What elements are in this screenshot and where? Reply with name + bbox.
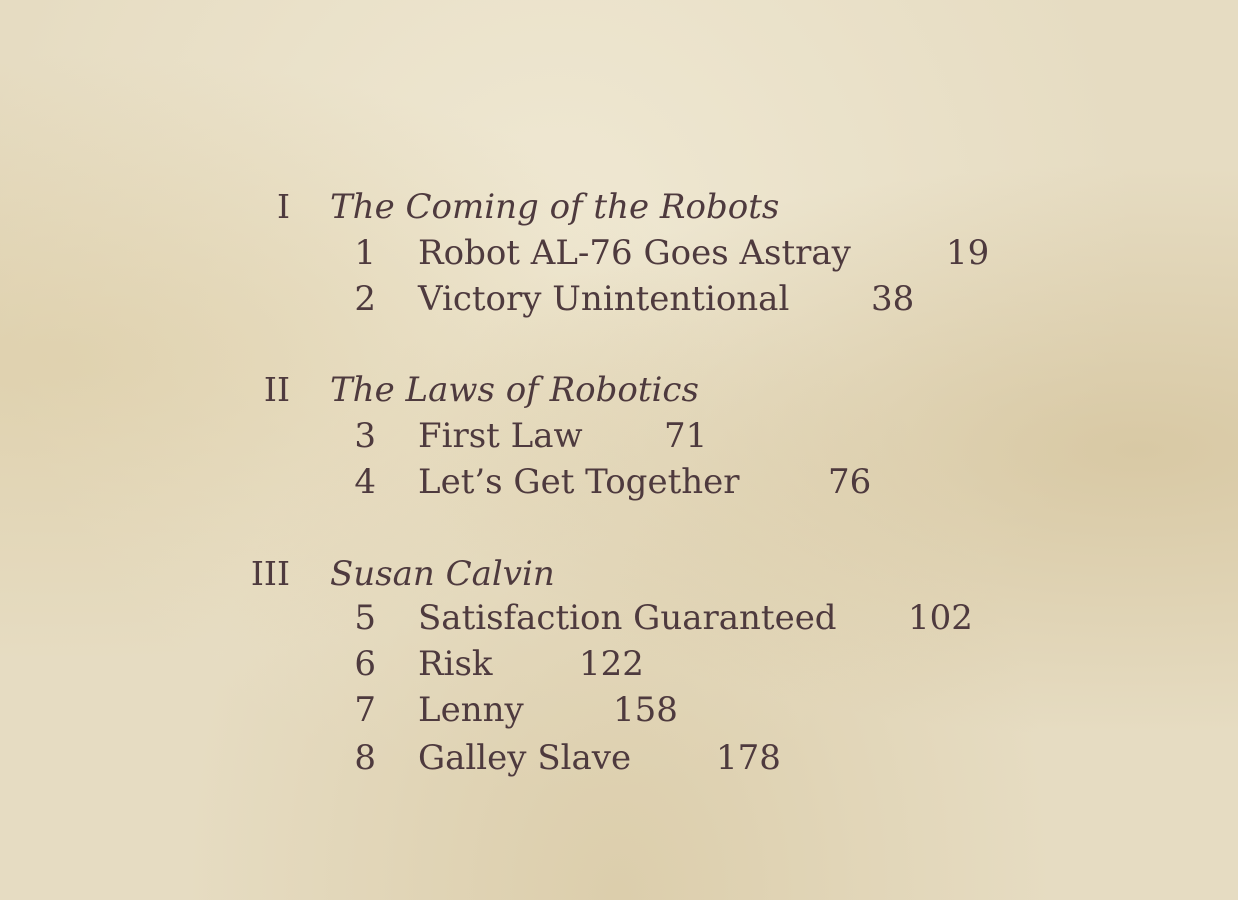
toc-entry-8 bbox=[0, 735, 1238, 781]
chapter-title: Galley Slave bbox=[418, 738, 632, 778]
chapter-number: 7 bbox=[354, 690, 376, 730]
chapter-title: Robot AL-76 Goes Astray bbox=[418, 233, 851, 273]
chapter-title: Risk bbox=[418, 644, 493, 684]
part-title: Susan Calvin bbox=[330, 554, 555, 594]
chapter-title: Satisfaction Guaranteed bbox=[418, 598, 837, 638]
toc-entry-4 bbox=[0, 459, 1238, 505]
page-number: 122 bbox=[579, 644, 644, 684]
page-number: 102 bbox=[908, 598, 973, 638]
chapter-number: 3 bbox=[354, 416, 376, 456]
page-number: 76 bbox=[828, 462, 872, 502]
toc-entry-1 bbox=[0, 230, 1238, 276]
chapter-title: First Law bbox=[418, 416, 583, 456]
chapter-title: Victory Unintentional bbox=[418, 279, 790, 319]
page-number: 178 bbox=[716, 738, 781, 778]
toc-entry-7 bbox=[0, 687, 1238, 733]
chapter-number: 2 bbox=[354, 279, 376, 319]
chapter-title: Let’s Get Together bbox=[418, 462, 740, 502]
page-number: 158 bbox=[613, 690, 678, 730]
toc-entry-5 bbox=[0, 595, 1238, 641]
toc-entry-6 bbox=[0, 641, 1238, 687]
page-number: 38 bbox=[871, 279, 915, 319]
chapter-number: 1 bbox=[354, 233, 376, 273]
part-numeral: III bbox=[250, 554, 290, 593]
chapter-number: 6 bbox=[354, 644, 376, 684]
part-numeral: I bbox=[276, 187, 290, 226]
chapter-title: Lenny bbox=[418, 690, 524, 730]
chapter-number: 5 bbox=[354, 598, 376, 638]
page-number: 19 bbox=[946, 233, 990, 273]
chapter-number: 4 bbox=[354, 462, 376, 502]
chapter-number: 8 bbox=[354, 738, 376, 778]
part-title: The Laws of Robotics bbox=[330, 370, 699, 410]
toc-entry-2 bbox=[0, 276, 1238, 322]
part-numeral: II bbox=[263, 370, 290, 409]
part-title: The Coming of the Robots bbox=[330, 187, 780, 227]
page-number: 71 bbox=[664, 416, 708, 456]
toc-entry-3 bbox=[0, 413, 1238, 459]
